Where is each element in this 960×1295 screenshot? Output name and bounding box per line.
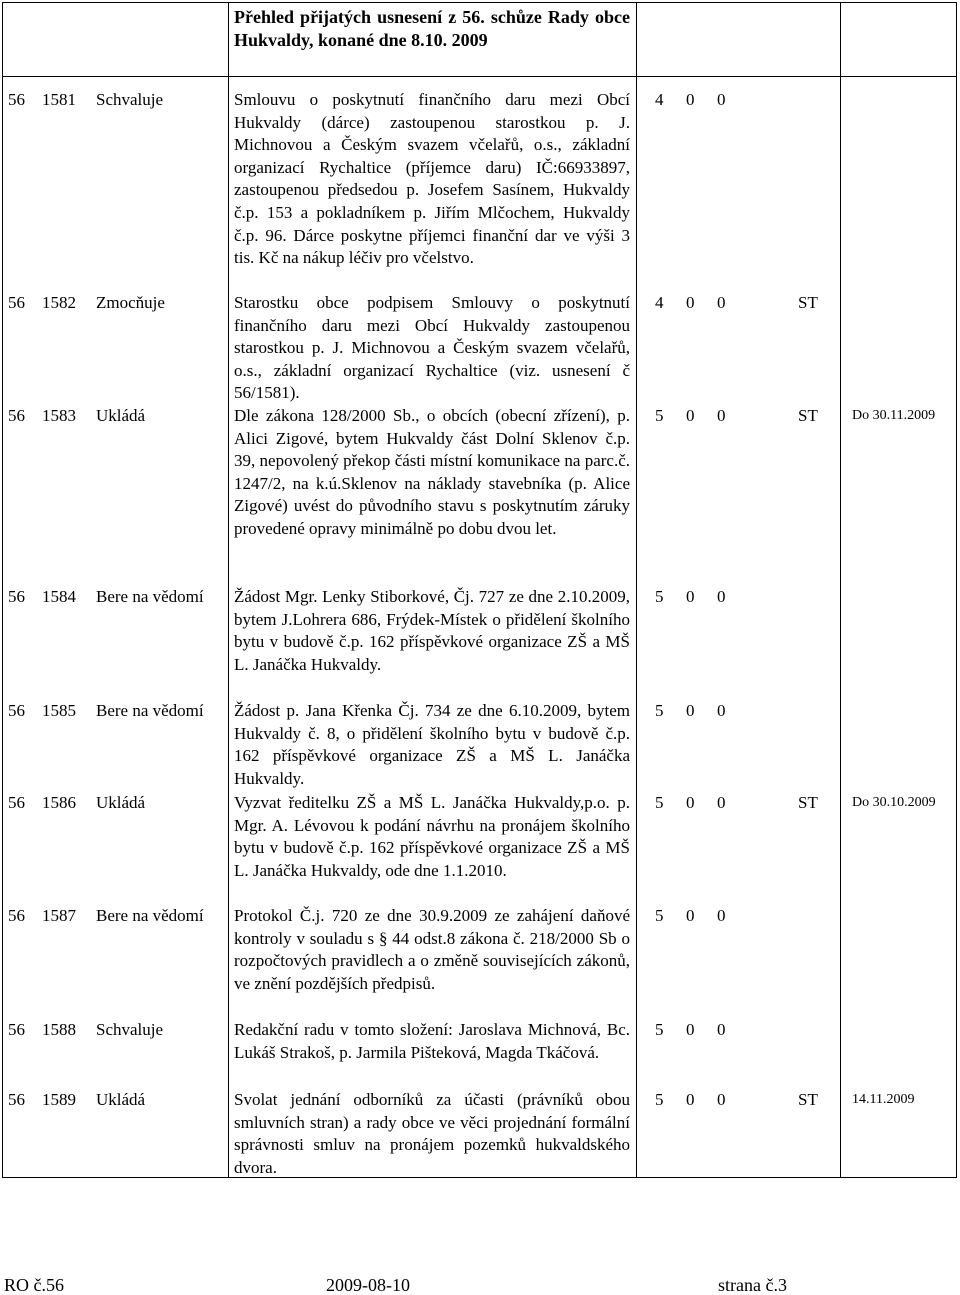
resolution-number: 1586 [42, 793, 76, 812]
footer-date: 2009-08-10 [326, 1275, 410, 1295]
column-divider [228, 2, 229, 1178]
meeting-number: 56 [8, 793, 25, 812]
vote-counts [655, 292, 748, 315]
deadline: Do 30.11.2009 [852, 408, 936, 423]
votes-against: 0 [686, 701, 695, 720]
resolution-text: Starostku obce podpisem Smlouvy o poskytnutí finančního daru mezi Obcí Hukvaldy zastoupenou starostkou p. J. Michnovou a Českým svazem včelařů, o.s., základní organizací Rychaltice (viz. usnesení č 56/1581). [234, 293, 630, 403]
resolution-text: Žádost p. Jana Křenka Čj. 734 ze dne 6.10.2009, bytem Hukvaldy č. 8, o přidělení školního bytu v budově č.p. 162 příspěvkové organizace ZŠ a MŠ L. Janáčka Hukvaldy. [234, 701, 630, 788]
meeting-number: 56 [8, 906, 25, 925]
meeting-number: 56 [8, 587, 25, 606]
responsible-person: ST [798, 406, 818, 425]
meeting-number: 56 [8, 406, 25, 425]
footer-page-number: strana č.3 [718, 1275, 787, 1295]
resolution-number: 1582 [42, 293, 76, 312]
meeting-number: 56 [8, 90, 25, 109]
votes-for: 5 [655, 587, 664, 606]
resolution-action: Zmocňuje [96, 293, 165, 312]
resolution-number: 1585 [42, 701, 76, 720]
resolution-text: Vyzvat ředitelku ZŠ a MŠ L. Janáčka Hukvaldy,p.o. p. Mgr. A. Lévovou k podání návrhu na pronájem školního bytu v budově č.p. 162 příspěvkové organizace ZŠ a MŠ L. Janáčka Hukvaldy, ode dne 1.1.2010. [234, 793, 630, 880]
resolution-text: Redakční radu v tomto složení: Jaroslava Michnová, Bc. Lukáš Strakoš, p. Jarmila Pišteková, Magda Tkáčová. [234, 1020, 630, 1062]
votes-for: 5 [655, 793, 664, 812]
votes-abstain: 0 [717, 906, 726, 925]
resolution-action: Schvaluje [96, 90, 164, 109]
resolution-text: Dle zákona 128/2000 Sb., o obcích (obecní zřízení), p. Alici Zigové, bytem Hukvaldy část Dolní Sklenov č.p. 39, nepovolený překop části místní komunikace na parc.č. 1247/2, na k.ú.Sklenov na náklady stavebníka (p. Alice Zigové) uvést do původního stavu s poskytnutím záruky provedené opravy minimálně po dobu dvou let. [234, 406, 630, 538]
responsible-person: ST [798, 293, 818, 312]
votes-against: 0 [686, 793, 695, 812]
resolution-number: 1588 [42, 1020, 76, 1039]
resolution-number: 1589 [42, 1090, 76, 1109]
votes-abstain: 0 [717, 1090, 726, 1109]
meeting-number: 56 [8, 293, 25, 312]
footer-doc-id: RO č.56 [4, 1275, 64, 1295]
votes-abstain: 0 [717, 406, 726, 425]
resolution-action: Bere na vědomí [96, 587, 204, 606]
resolution-text: Smlouvu o poskytnutí finančního daru mezi Obcí Hukvaldy (dárce) zastoupenou starostkou p. J. Michnovou a Českým svazem včelařů, o.s., základní organizací Rychaltice (příjemce daru) IČ:66933897, zastoupenou předsedou p. Josefem Sasínem, Hukvaldy č.p. 153 a pokladníkem p. Jiřím Mlčochem, Hukvaldy č.p. 96. Dárce poskytne příjemci finanční dar ve výši 3 tis. Kč na nákup léčiv pro včelstvo. [234, 90, 630, 268]
resolution-action: Ukládá [96, 793, 146, 812]
vote-counts [655, 405, 748, 428]
votes-against: 0 [686, 1090, 695, 1109]
responsible-person: ST [798, 1090, 818, 1109]
votes-against: 0 [686, 90, 695, 109]
vote-counts [655, 89, 748, 112]
deadline: 14.11.2009 [852, 1092, 915, 1107]
meeting-number: 56 [8, 701, 25, 720]
vote-counts [655, 700, 748, 723]
resolution-action: Ukládá [96, 1090, 146, 1109]
column-divider [840, 2, 841, 1178]
votes-against: 0 [686, 293, 695, 312]
resolution-number: 1581 [42, 90, 76, 109]
resolution-text: Svolat jednání odborníků za účasti (právníků obou smluvních stran) a rady obce ve věci projednání formální správnosti smluv na pronájem pozemků hukvaldského dvora. [234, 1090, 630, 1177]
votes-for: 4 [655, 90, 664, 109]
resolution-action: Bere na vědomí [96, 701, 204, 720]
votes-for: 5 [655, 1020, 664, 1039]
resolution-number: 1583 [42, 406, 76, 425]
votes-abstain: 0 [717, 1020, 726, 1039]
resolution-action: Schvaluje [96, 1020, 164, 1039]
vote-counts [655, 905, 748, 928]
meeting-number: 56 [8, 1090, 25, 1109]
votes-abstain: 0 [717, 587, 726, 606]
vote-counts [655, 1019, 748, 1042]
meeting-number: 56 [8, 1020, 25, 1039]
votes-against: 0 [686, 1020, 695, 1039]
deadline: Do 30.10.2009 [852, 795, 936, 810]
votes-abstain: 0 [717, 701, 726, 720]
votes-abstain: 0 [717, 793, 726, 812]
resolution-text: Protokol Č.j. 720 ze dne 30.9.2009 ze zahájení daňové kontroly v souladu s § 44 odst.8 zákona č. 218/2000 Sb o rozpočtových pravidlech a o změně souvisejících zákonů, ve znění pozdějších předpisů. [234, 906, 630, 993]
votes-abstain: 0 [717, 90, 726, 109]
resolution-action: Ukládá [96, 406, 146, 425]
votes-for: 5 [655, 1090, 664, 1109]
votes-for: 5 [655, 906, 664, 925]
vote-counts [655, 1089, 748, 1112]
responsible-person: ST [798, 793, 818, 812]
vote-counts [655, 792, 748, 815]
resolution-text: Žádost Mgr. Lenky Stiborkové, Čj. 727 ze dne 2.10.2009, bytem J.Lohrera 686, Frýdek-Místek o přidělení školního bytu v budově č.p. 162 příspěvkové organizace ZŠ a MŠ L. Janáčka Hukvaldy. [234, 587, 630, 674]
page-title: Přehled přijatých usnesení z 56. schůze Rady obce Hukvaldy, konané dne 8.10. 2009 [234, 7, 630, 50]
column-divider [636, 2, 637, 1178]
vote-counts [655, 586, 748, 609]
votes-for: 4 [655, 293, 664, 312]
header-divider [2, 76, 957, 77]
votes-against: 0 [686, 906, 695, 925]
votes-against: 0 [686, 587, 695, 606]
votes-for: 5 [655, 406, 664, 425]
votes-abstain: 0 [717, 293, 726, 312]
votes-for: 5 [655, 701, 664, 720]
votes-against: 0 [686, 406, 695, 425]
resolution-number: 1584 [42, 587, 76, 606]
resolution-number: 1587 [42, 906, 76, 925]
resolution-action: Bere na vědomí [96, 906, 204, 925]
